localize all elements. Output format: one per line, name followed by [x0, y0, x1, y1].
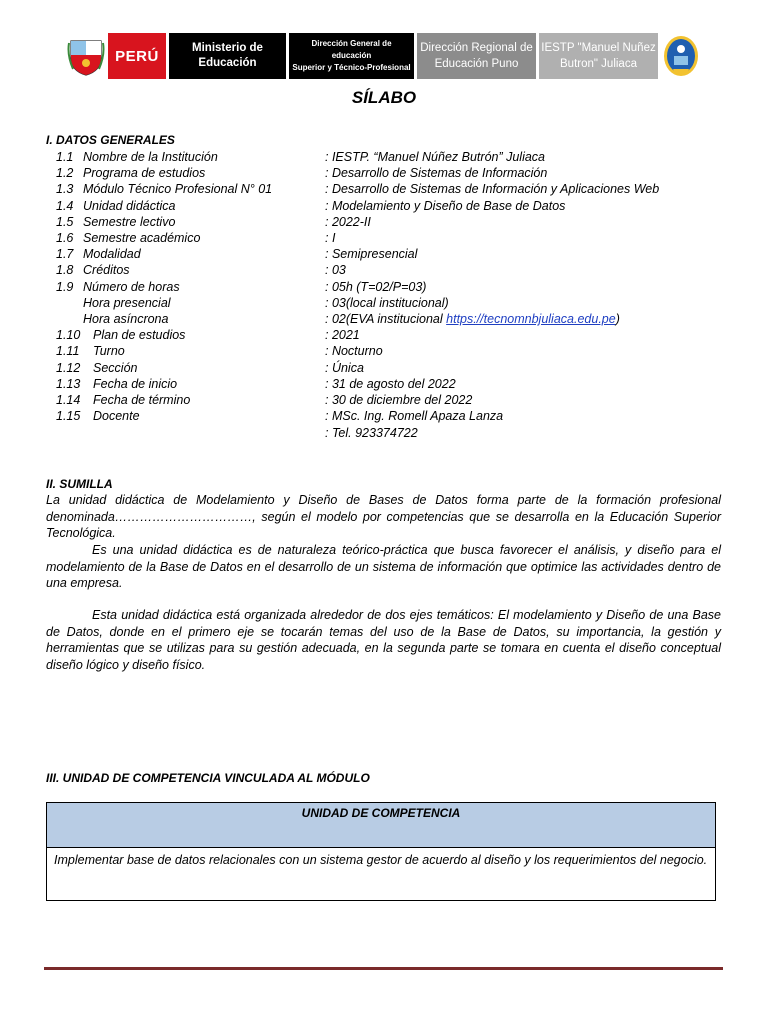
row-value: : 03 [325, 263, 346, 278]
row-label: Créditos [83, 263, 130, 278]
datos-generales-row [46, 343, 726, 359]
row-number: 1.5 [56, 214, 74, 229]
row-value: : Desarrollo de Sistemas de Información y Aplicaciones Web [325, 182, 660, 197]
sumilla-paragraph-2: Es una unidad didáctica es de naturaleza teórico-práctica que busca favorecer el análisis, y diseño para el modelamiento de la Base de Datos en el desarrollo de un sistema de información que optimice las actividades dentro de una empresa. [46, 543, 721, 590]
row-label: Plan de estudios [93, 328, 186, 343]
row-value: : Única [325, 360, 364, 375]
direccion-regional-label: Dirección Regional de Educación Puno [414, 33, 536, 79]
row-value: : Nocturno [325, 344, 383, 359]
datos-generales-row [46, 262, 726, 278]
row-label: Docente [93, 409, 140, 424]
row-label: Unidad didáctica [83, 198, 176, 213]
row-value: : Desarrollo de Sistemas de Información [325, 166, 548, 181]
row-value: : Tel. 923374722 [325, 426, 418, 441]
datos-generales-row [46, 165, 726, 181]
competencia-table-header: UNIDAD DE COMPETENCIA [47, 803, 715, 848]
row-label: Módulo Técnico Profesional N° 01 [83, 182, 273, 197]
row-label: Hora presencial [83, 295, 171, 310]
row-number: 1.3 [56, 182, 74, 197]
row-label: Sección [93, 360, 138, 375]
sumilla-paragraph-3: Esta unidad didáctica está organizada alrededor de dos ejes temáticos: El modelamiento y Diseño de una Base de Datos, donde en el primero eje se tocarán temas del uso de la Base de Datos, su importancia, la gestión y herramientas que se utilizas para su gestión adecuada, en la segunda parte se tomara en cuenta el diseño conceptual diseño lógico y diseño físico. [46, 608, 721, 672]
row-number: 1.12 [56, 360, 81, 375]
datos-generales-row [46, 311, 726, 327]
row-number: 1.1 [56, 150, 74, 164]
row-value: : Semipresencial [325, 247, 418, 262]
row-label: Semestre académico [83, 231, 201, 245]
row-label: Fecha de término [93, 393, 191, 407]
datos-generales-row [46, 214, 726, 230]
peru-coat-of-arms-icon [64, 33, 108, 79]
eva-link[interactable]: https://tecnomnbjuliaca.edu.pe [446, 312, 616, 326]
datos-generales-row [46, 425, 726, 441]
datos-generales-row [46, 408, 726, 424]
section-heading-unidad-competencia: III. UNIDAD DE COMPETENCIA VINCULADA AL MÓDULO [46, 771, 370, 785]
row-number: 1.13 [56, 376, 81, 391]
row-value: : 30 de diciembre del 2022 [325, 393, 473, 407]
row-value: : 02(EVA institucional https://tecnomnbjuliaca.edu.pe) [325, 312, 620, 326]
iestp-logo-icon [658, 33, 704, 79]
direccion-general-label: Dirección General de educación Superior y Técnico-Profesional [286, 33, 414, 79]
row-value: : Modelamiento y Diseño de Base de Datos [325, 198, 566, 213]
datos-generales-row [46, 149, 726, 165]
row-number: 1.14 [56, 393, 81, 407]
section-heading-datos-generales: I. DATOS GENERALES [46, 133, 175, 147]
datos-generales-row [46, 246, 726, 262]
datos-generales-row [46, 327, 726, 343]
row-number: 1.11 [56, 344, 80, 359]
row-label: Hora asíncrona [83, 312, 169, 326]
datos-generales-row [46, 376, 726, 392]
row-label: Fecha de inicio [93, 376, 178, 391]
row-label: Número de horas [83, 279, 180, 294]
row-number: 1.10 [56, 328, 81, 343]
row-value: : IESTP. “Manuel Núñez Butrón” Juliaca [325, 150, 546, 164]
row-number: 1.15 [56, 409, 81, 424]
row-number: 1.8 [56, 263, 74, 278]
page-title: SÍLABO [351, 88, 417, 107]
sumilla-paragraph-1: La unidad didáctica de Modelamiento y Diseño de Bases de Datos forma parte de la formación profesional denominada……………………………, según el modelo por competencias que se desarrolla en la Educación Superior Tecnológica. [46, 493, 721, 540]
datos-generales-row [46, 360, 726, 376]
row-label: Nombre de la Institución [83, 150, 218, 164]
datos-generales-row [46, 181, 726, 197]
row-number: 1.9 [56, 279, 74, 294]
row-number: 1.4 [56, 198, 74, 213]
header-banner [64, 33, 704, 79]
ministerio-educacion-label: Ministerio de Educación [166, 33, 286, 79]
row-number: 1.2 [56, 166, 74, 181]
row-label: Semestre lectivo [83, 214, 176, 229]
peru-label: PERÚ [108, 33, 166, 79]
row-label: Modalidad [83, 247, 141, 262]
competencia-table [46, 802, 716, 901]
row-value: : 03(local institucional) [325, 295, 449, 310]
row-value: : I [325, 231, 336, 245]
row-value: : 2022-II [325, 214, 371, 229]
row-number: 1.6 [56, 231, 74, 245]
datos-generales-row [46, 279, 726, 295]
iestp-label: IESTP "Manuel Nuñez Butron" Juliaca [536, 33, 658, 79]
row-number: 1.7 [56, 247, 74, 262]
row-value: : 05h (T=02/P=03) [325, 279, 427, 294]
datos-generales-row [46, 230, 726, 246]
footer-divider [44, 967, 723, 970]
datos-generales-row [46, 198, 726, 214]
datos-generales-row [46, 392, 726, 408]
row-value: : 31 de agosto del 2022 [325, 376, 456, 391]
row-value: : MSc. Ing. Romell Apaza Lanza [325, 409, 504, 424]
row-label: Turno [93, 344, 125, 359]
row-label: Programa de estudios [83, 166, 206, 181]
datos-generales-row [46, 295, 726, 311]
row-value: : 2021 [325, 328, 360, 343]
competencia-table-cell: Implementar base de datos relacionales con un sistema gestor de acuerdo al diseño y los requerimientos del negocio. [54, 853, 708, 867]
section-heading-sumilla: II. SUMILLA [46, 477, 113, 491]
